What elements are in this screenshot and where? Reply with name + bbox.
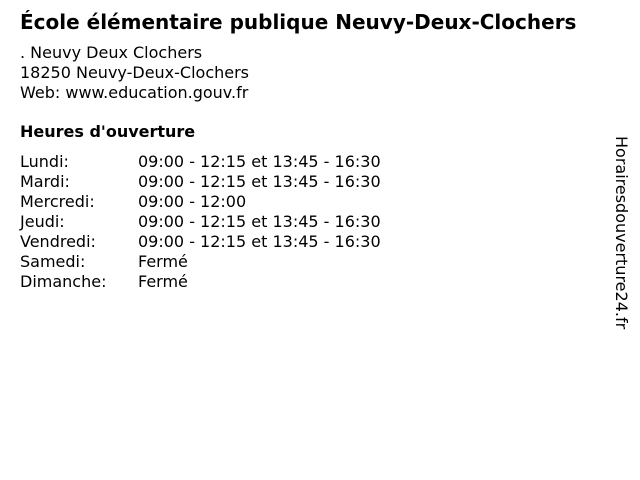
time-value: 09:00 - 12:15 et 13:45 - 16:30	[138, 152, 381, 171]
address-line-1: . Neuvy Deux Clochers	[20, 43, 203, 62]
day-label: Vendredi:	[20, 232, 96, 251]
hours-row-vendredi	[20, 232, 600, 252]
day-label: Mardi:	[20, 172, 70, 191]
day-label: Samedi:	[20, 252, 86, 271]
day-label: Mercredi:	[20, 192, 95, 211]
business-card	[20, 8, 600, 292]
opening-hours-table	[20, 152, 600, 292]
hours-row-mercredi	[20, 192, 600, 212]
hours-row-mardi	[20, 172, 600, 192]
day-label: Dimanche:	[20, 272, 107, 291]
day-label: Jeudi:	[20, 212, 65, 231]
time-value: 09:00 - 12:15 et 13:45 - 16:30	[138, 232, 381, 251]
business-title: École élémentaire publique Neuvy-Deux-Clochers	[20, 10, 577, 34]
opening-hours-heading: Heures d'ouverture	[20, 122, 196, 141]
hours-row-dimanche	[20, 272, 600, 292]
time-value: Fermé	[138, 272, 188, 291]
address-line-2: 18250 Neuvy-Deux-Clochers	[20, 63, 250, 82]
site-watermark: Horairesdouverture24.fr	[612, 136, 631, 330]
hours-row-jeudi	[20, 212, 600, 232]
website-text: Web: www.education.gouv.fr	[20, 83, 249, 102]
time-value: 09:00 - 12:15 et 13:45 - 16:30	[138, 212, 381, 231]
hours-row-samedi	[20, 252, 600, 272]
day-label: Lundi:	[20, 152, 69, 171]
time-value: Fermé	[138, 252, 188, 271]
hours-row-lundi	[20, 152, 600, 172]
time-value: 09:00 - 12:00	[138, 192, 247, 211]
business-address	[20, 43, 600, 103]
time-value: 09:00 - 12:15 et 13:45 - 16:30	[138, 172, 381, 191]
